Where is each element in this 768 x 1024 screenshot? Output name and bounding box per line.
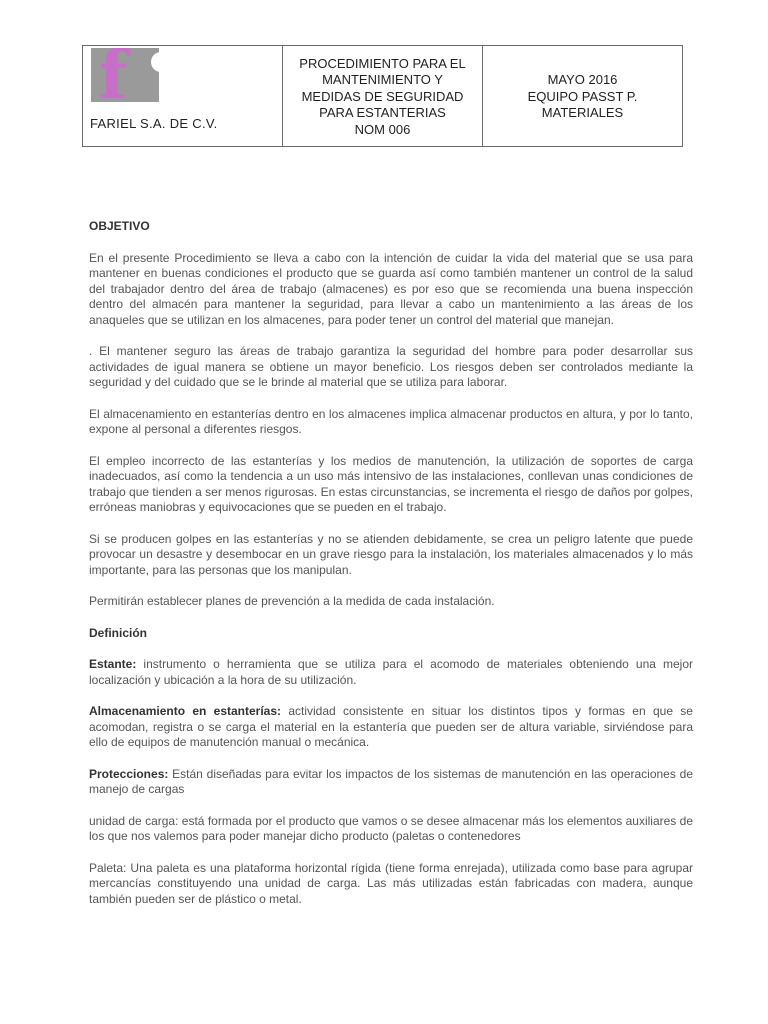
paragraph: El empleo incorrecto de las estanterías y los medios de manutención, la utilización de soportes de carga inadecuados, así como la tendencia a un uso más intensivo de las instalaciones, conllevan unas condiciones de trabajo que tienden a ser menos rigurosas. En estas circunstancias, se incrementa el riesgo de daños por golpes, erróneas maniobras y equivocaciones que se pueden en el trabajo. bbox=[89, 453, 693, 514]
company-logo bbox=[91, 48, 171, 102]
term: Protecciones: bbox=[89, 766, 169, 781]
definition-paleta: Paleta: Una paleta es una plataforma horizontal rígida (tiene forma enrejada), utilizada como base para agrupar mercancías constituyendo una unidad de carga. Las más utilizadas están fabricadas con madera, aunque también pueden ser de plástico o metal. bbox=[89, 860, 693, 906]
section-heading-definicion: Definición bbox=[89, 625, 148, 640]
paragraph: En el presente Procedimiento se lleva a cabo con la intención de cuidar la vida del material que se usa para mantener en buenas condiciones el producto que se guarda así como también mantener un control de la salud del trabajador dentro del área de trabajo (almacenes) es por eso que se recomienda una buena inspección dentro del almacén para mantener la seguridad, para llevar a cabo un mantenimiento a las áreas de los anaqueles que se utilizan en los almacenes, para poder tener un control del material que manejan. bbox=[89, 250, 693, 327]
paragraph: El almacenamiento en estanterías dentro en los almacenes implica almacenar productos en altura, y por lo tanto, expone al personal a diferentes riesgos. bbox=[89, 406, 693, 436]
company-cell bbox=[83, 46, 283, 146]
definition-text: instrumento o herramienta que se utiliza para el acomodo de materiales obteniendo una mejor localización y ubicación a la hora de su utilización. bbox=[89, 657, 693, 687]
paragraph: . El mantener seguro las áreas de trabajo garantiza la seguridad del hombre para poder desarrollar sus actividades de igual manera se obtiene un mayor beneficio. Los riesgos deben ser controlados mediante la seguridad y del cuidado que se le brinde al material que se utiliza para laborar. bbox=[89, 344, 693, 389]
paragraph: Permitirán establecer planes de prevención a la medida de cada instalación. bbox=[89, 594, 495, 608]
date-line: MAYO 2016 bbox=[547, 72, 618, 88]
definition-protecciones bbox=[89, 767, 693, 798]
document-header-table bbox=[82, 45, 683, 147]
procedure-title-cell bbox=[283, 46, 483, 146]
title-line: MANTENIMIENTO Y bbox=[322, 72, 443, 88]
team-line: MATERIALES bbox=[541, 105, 624, 121]
team-line: EQUIPO PASST P. bbox=[527, 88, 638, 104]
term: Estante: bbox=[89, 657, 137, 671]
company-name: FARIEL S.A. DE C.V. bbox=[90, 116, 218, 131]
paragraph: Si se producen golpes en las estanterías y no se atienden debidamente, se crea un peligro latente que puede provocar un desastre y desembocar en un grave riesgo para la instalación, los materiales almacenados y lo más importante, para las personas que los manipulan. bbox=[89, 531, 693, 577]
document-body bbox=[89, 219, 693, 923]
title-line: NOM 006 bbox=[354, 121, 411, 137]
definition-text: Están diseñadas para evitar los impactos de los sistemas de manutención en las operaciones de manejo de cargas bbox=[89, 766, 693, 796]
definition-almacenamiento bbox=[89, 704, 693, 751]
definition-unidad-carga: unidad de carga: está formada por el producto que vamos o se desee almacenar más los elementos auxiliares de los que nos valemos para poder manejar dicho producto (paletas o contenedores bbox=[89, 813, 693, 843]
title-line: PARA ESTANTERIAS bbox=[319, 105, 446, 121]
svg-text:f: f bbox=[99, 48, 128, 102]
title-line: MEDIDAS DE SEGURIDAD bbox=[301, 88, 464, 104]
definition-estante bbox=[89, 657, 693, 688]
term: Almacenamiento en estanterías: bbox=[89, 704, 282, 718]
title-line: PROCEDIMIENTO PARA EL bbox=[299, 55, 466, 71]
definition-text: actividad consistente en situar los distintos tipos y formas en que se acomodan, registra o se carga el material en la estantería que pueden ser de altura variable, sirviéndose para ello de equipos de manutención manual o mecánica. bbox=[89, 704, 693, 749]
date-team-cell bbox=[483, 46, 682, 146]
section-heading-objetivo: OBJETIVO bbox=[89, 219, 150, 233]
